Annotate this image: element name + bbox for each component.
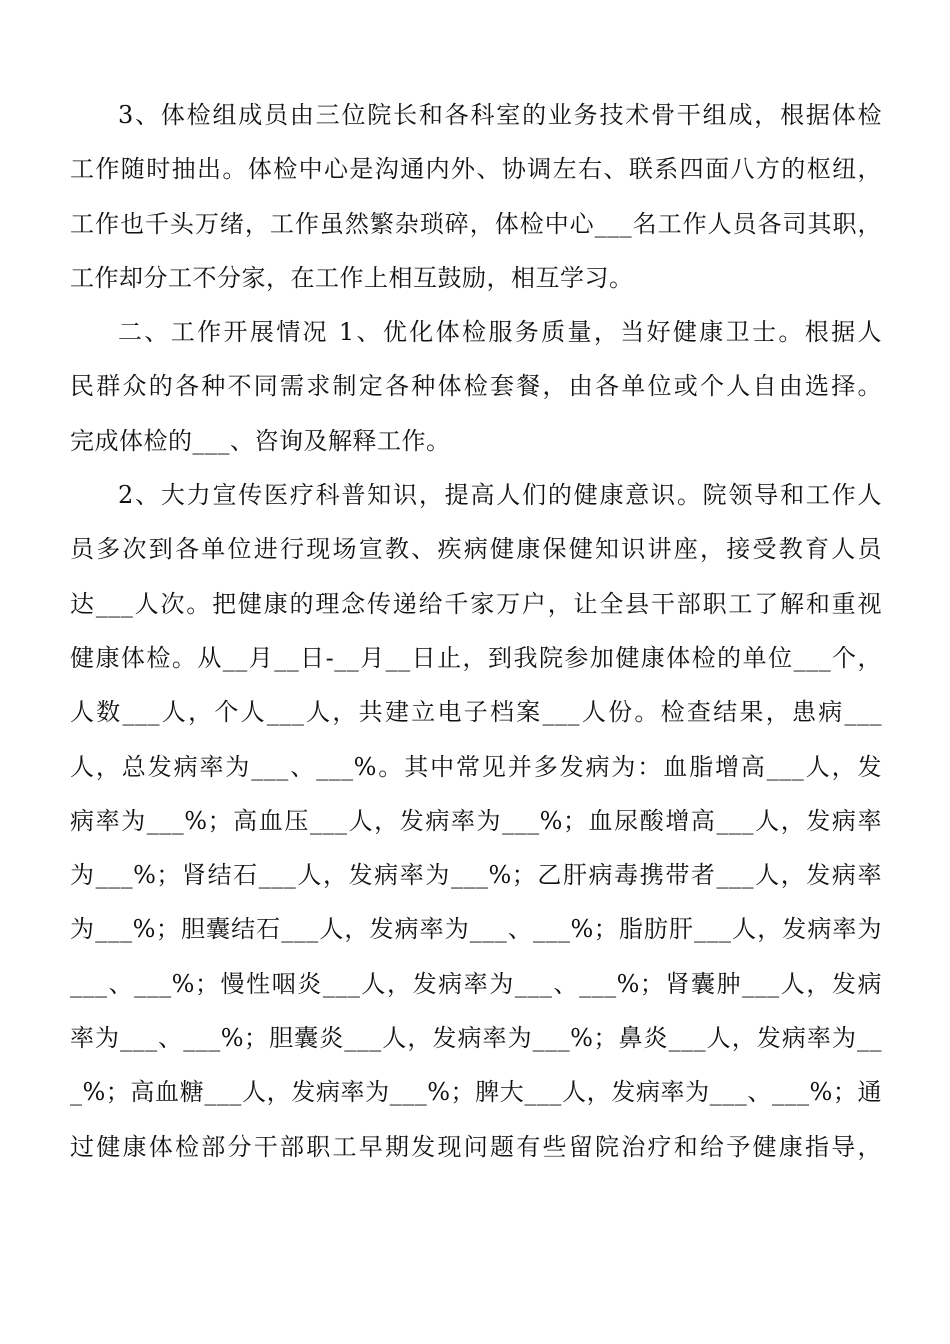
text-line: 人数___人，个人___人，共建立电子档案___人份。检查结果，患病___ — [70, 698, 882, 727]
text-line: 完成体检的___、咨询及解释工作。 — [70, 426, 451, 455]
document-page — [70, 88, 882, 1174]
text-line: 员多次到各单位进行现场宣教、疾病健康保健知识讲座，接受教育人员 — [70, 535, 882, 564]
paragraph-3 — [70, 468, 882, 1174]
text-line: 过健康体检部分干部职工早期发现问题有些留院治疗和给予健康指导， — [70, 1132, 882, 1161]
text-line: 3、体检组成员由三位院长和各科室的业务技术骨干组成，根据体检 — [118, 101, 882, 129]
text-line: 工作却分工不分家，在工作上相互鼓励，相互学习。 — [70, 263, 634, 292]
text-line: ___、___%；慢性咽炎___人，发病率为___、___%；肾囊肿___人，发病 — [70, 969, 882, 998]
paragraph-1 — [70, 88, 882, 305]
text-line: 为___%；肾结石___人，发病率为___%；乙肝病毒携带者___人，发病率 — [70, 861, 882, 890]
text-line: 为___%；胆囊结石___人，发病率为___、___%；脂肪肝___人，发病率为 — [70, 915, 882, 944]
text-line: 健康体检。从__月__日-__月__日止，到我院参加健康体检的单位___个， — [70, 643, 882, 672]
text-line: 2、大力宣传医疗科普知识，提高人们的健康意识。院领导和工作人 — [118, 481, 882, 510]
text-line: 人，总发病率为___、___%。其中常见并多发病为：血脂增高___人，发 — [70, 752, 882, 781]
text-line: 工作也千头万绪，工作虽然繁杂琐碎，体检中心___名工作人员各司其职， — [70, 209, 882, 238]
text-line: 率为___、___%；胆囊炎___人，发病率为___%；鼻炎___人，发病率为__ — [70, 1024, 882, 1053]
paragraph-2 — [70, 305, 882, 468]
text-line: 病率为___%；高血压___人，发病率为___%；血尿酸增高___人，发病率 — [70, 806, 882, 835]
text-line: 工作随时抽出。体检中心是沟通内外、协调左右、联系四面八方的枢纽， — [70, 155, 882, 184]
text-line: 民群众的各种不同需求制定各种体检套餐，由各单位或个人自由选择。 — [70, 372, 882, 401]
text-line: 二、工作开展情况 1、优化体检服务质量，当好健康卫士。根据人 — [118, 318, 882, 347]
text-line: 达___人次。把健康的理念传递给千家万户，让全县干部职工了解和重视 — [70, 589, 882, 618]
text-line: _%；高血糖___人，发病率为___%；脾大___人，发病率为___、___%；通 — [70, 1078, 882, 1107]
